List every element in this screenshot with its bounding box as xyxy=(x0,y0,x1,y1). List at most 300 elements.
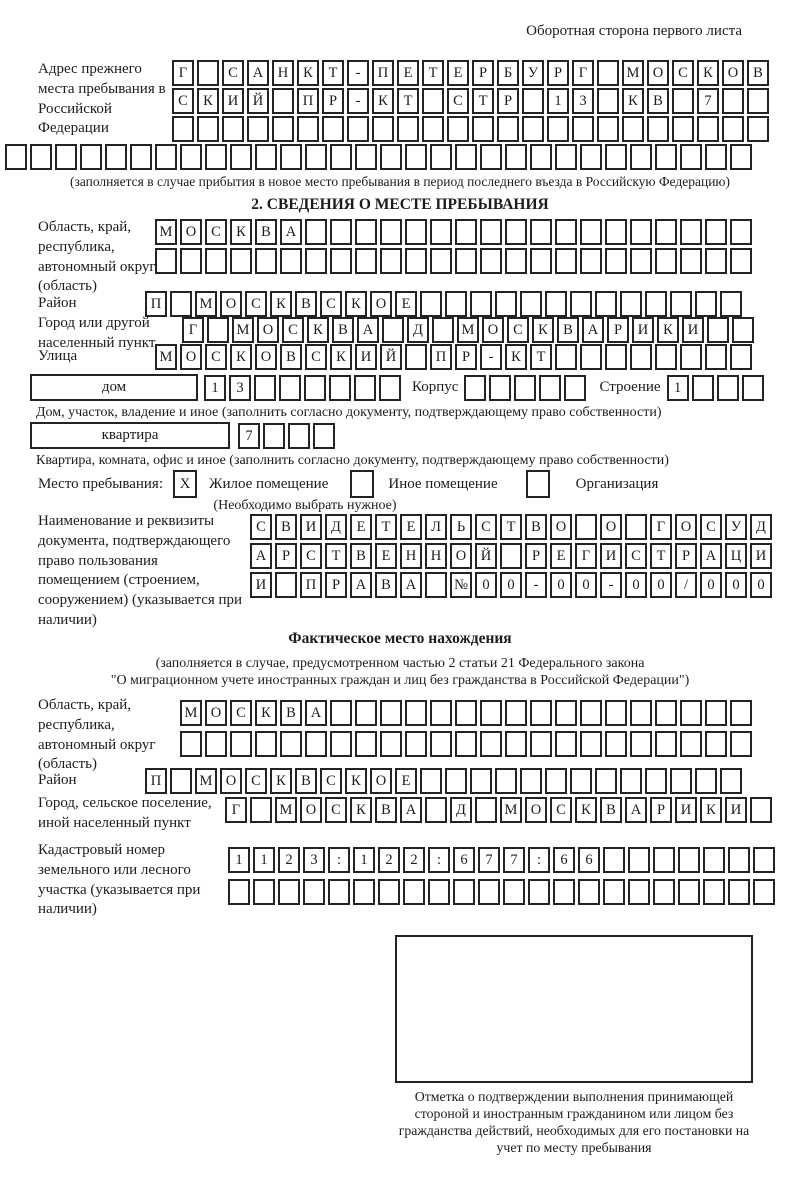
char-cell xyxy=(625,514,647,540)
char-cell xyxy=(480,248,502,274)
prev-address-label: Адрес прежнего места пребывания в Российской Федерации xyxy=(38,61,166,137)
char-cell: 0 xyxy=(575,572,597,598)
char-cell: С xyxy=(447,88,469,114)
char-cell: Р xyxy=(497,88,519,114)
char-cell xyxy=(155,248,177,274)
char-cell: 2 xyxy=(378,847,400,873)
char-cell xyxy=(630,700,652,726)
char-cell xyxy=(505,248,527,274)
char-cell xyxy=(428,879,450,905)
char-cell xyxy=(355,248,377,274)
stay-type-option-other: Иное помещение xyxy=(388,475,498,492)
char-cell: С xyxy=(282,317,304,343)
char-cell: М xyxy=(155,344,177,370)
street-row xyxy=(155,344,755,370)
char-cell: 1 xyxy=(228,847,250,873)
char-cell xyxy=(247,116,269,142)
char-cell xyxy=(288,423,310,449)
char-cell xyxy=(105,144,127,170)
char-cell xyxy=(353,879,375,905)
char-cell: И xyxy=(355,344,377,370)
char-cell xyxy=(597,116,619,142)
char-cell xyxy=(379,375,401,401)
char-cell xyxy=(480,219,502,245)
char-cell: 3 xyxy=(229,375,251,401)
char-cell: П xyxy=(372,60,394,86)
char-cell: П xyxy=(430,344,452,370)
char-cell xyxy=(630,144,652,170)
char-cell: Р xyxy=(455,344,477,370)
char-cell xyxy=(403,879,425,905)
char-cell: О xyxy=(482,317,504,343)
char-cell xyxy=(705,248,727,274)
char-cell xyxy=(680,219,702,245)
char-cell: И xyxy=(675,797,697,823)
char-cell: К xyxy=(270,291,292,317)
char-cell xyxy=(455,731,477,757)
char-cell: Т xyxy=(375,514,397,540)
char-cell: А xyxy=(250,543,272,569)
char-cell: С xyxy=(507,317,529,343)
char-cell: Е xyxy=(400,514,422,540)
char-cell: Т xyxy=(500,514,522,540)
char-cell xyxy=(505,219,527,245)
char-cell xyxy=(730,344,752,370)
char-cell xyxy=(530,144,552,170)
char-cell: Д xyxy=(450,797,472,823)
char-cell xyxy=(255,248,277,274)
char-cell xyxy=(455,144,477,170)
char-cell: О xyxy=(220,768,242,794)
char-cell: П xyxy=(145,291,167,317)
char-cell: 6 xyxy=(453,847,475,873)
char-cell xyxy=(330,731,352,757)
char-cell xyxy=(522,116,544,142)
char-cell xyxy=(495,768,517,794)
char-cell xyxy=(555,344,577,370)
char-cell: В xyxy=(275,514,297,540)
char-cell xyxy=(355,219,377,245)
char-cell: Л xyxy=(425,514,447,540)
char-cell xyxy=(255,731,277,757)
char-cell xyxy=(500,543,522,569)
char-cell xyxy=(380,700,402,726)
house-type-box: дом xyxy=(30,374,198,401)
char-cell xyxy=(330,248,352,274)
char-cell: Й xyxy=(380,344,402,370)
char-cell xyxy=(422,88,444,114)
char-cell xyxy=(255,144,277,170)
char-cell: Й xyxy=(475,543,497,569)
char-cell: И xyxy=(750,543,772,569)
char-cell xyxy=(464,375,486,401)
char-cell xyxy=(280,248,302,274)
char-cell xyxy=(272,116,294,142)
char-cell: 3 xyxy=(572,88,594,114)
char-cell xyxy=(522,88,544,114)
actual-district-row xyxy=(145,768,745,794)
char-cell: К xyxy=(622,88,644,114)
char-cell: Н xyxy=(425,543,447,569)
char-cell xyxy=(742,375,764,401)
char-cell: О xyxy=(220,291,242,317)
char-cell xyxy=(155,144,177,170)
char-cell: К xyxy=(230,344,252,370)
char-cell xyxy=(172,116,194,142)
char-cell xyxy=(432,317,454,343)
char-cell: В xyxy=(600,797,622,823)
char-cell xyxy=(597,88,619,114)
char-cell: С xyxy=(222,60,244,86)
char-cell: В xyxy=(255,219,277,245)
char-cell xyxy=(430,219,452,245)
char-cell xyxy=(730,700,752,726)
char-cell xyxy=(580,144,602,170)
char-cell xyxy=(380,219,402,245)
char-cell: Г xyxy=(575,543,597,569)
char-cell: О xyxy=(300,797,322,823)
char-cell: Е xyxy=(375,543,397,569)
char-cell: С xyxy=(320,291,342,317)
char-cell: А xyxy=(305,700,327,726)
char-cell: В xyxy=(747,60,769,86)
house-number-cells xyxy=(204,375,404,401)
char-cell xyxy=(180,144,202,170)
char-cell xyxy=(703,879,725,905)
page-side-note: Оборотная сторона первого листа xyxy=(526,23,742,39)
char-cell xyxy=(630,219,652,245)
char-cell xyxy=(730,144,752,170)
city-label: Город или другой населенный пункт xyxy=(38,315,156,351)
char-cell: Г xyxy=(650,514,672,540)
char-cell: О xyxy=(370,768,392,794)
char-cell xyxy=(305,219,327,245)
apartment-row xyxy=(30,422,338,449)
char-cell xyxy=(80,144,102,170)
char-cell xyxy=(747,116,769,142)
char-cell xyxy=(530,731,552,757)
char-cell xyxy=(605,248,627,274)
char-cell xyxy=(680,700,702,726)
char-cell: 0 xyxy=(500,572,522,598)
document-row-1 xyxy=(250,514,775,540)
char-cell xyxy=(720,291,742,317)
char-cell: С xyxy=(250,514,272,540)
actual-district-label: Район xyxy=(38,772,77,788)
char-cell xyxy=(728,879,750,905)
char-cell: О xyxy=(205,700,227,726)
char-cell: В xyxy=(525,514,547,540)
actual-location-note-2: "О миграционном учете иностранных граждан и лиц без гражданства в Российской Федерации") xyxy=(110,673,690,688)
char-cell xyxy=(747,88,769,114)
char-cell xyxy=(280,144,302,170)
char-cell xyxy=(305,248,327,274)
char-cell: О xyxy=(600,514,622,540)
char-cell: Р xyxy=(675,543,697,569)
char-cell: В xyxy=(375,572,397,598)
char-cell xyxy=(595,768,617,794)
char-cell: К xyxy=(350,797,372,823)
char-cell xyxy=(405,144,427,170)
char-cell xyxy=(753,847,775,873)
char-cell xyxy=(670,291,692,317)
char-cell xyxy=(445,768,467,794)
char-cell xyxy=(730,248,752,274)
char-cell: А xyxy=(400,572,422,598)
char-cell: Р xyxy=(325,572,347,598)
char-cell xyxy=(653,847,675,873)
char-cell: 7 xyxy=(238,423,260,449)
char-cell xyxy=(514,375,536,401)
char-cell: И xyxy=(250,572,272,598)
char-cell: - xyxy=(347,88,369,114)
region-label: Область, край, республика, автономный округ (область) xyxy=(38,219,156,295)
char-cell: М xyxy=(457,317,479,343)
char-cell xyxy=(630,248,652,274)
char-cell xyxy=(453,879,475,905)
char-cell xyxy=(355,144,377,170)
char-cell: С xyxy=(245,768,267,794)
char-cell xyxy=(305,731,327,757)
char-cell: Н xyxy=(272,60,294,86)
char-cell: А xyxy=(280,219,302,245)
char-cell xyxy=(530,219,552,245)
char-cell: Н xyxy=(400,543,422,569)
char-cell xyxy=(695,291,717,317)
char-cell: 1 xyxy=(204,375,226,401)
char-cell: О xyxy=(647,60,669,86)
char-cell: О xyxy=(675,514,697,540)
char-cell: 3 xyxy=(303,847,325,873)
char-cell: С xyxy=(205,219,227,245)
char-cell xyxy=(397,116,419,142)
actual-city-row xyxy=(225,797,775,823)
char-cell xyxy=(354,375,376,401)
cadastre-row-2 xyxy=(228,879,778,905)
char-cell xyxy=(405,731,427,757)
char-cell xyxy=(528,879,550,905)
char-cell: Т xyxy=(397,88,419,114)
char-cell xyxy=(678,879,700,905)
char-cell: 7 xyxy=(478,847,500,873)
char-cell: В xyxy=(280,700,302,726)
street-label: Улица xyxy=(38,348,78,364)
char-cell: С xyxy=(672,60,694,86)
char-cell xyxy=(455,700,477,726)
char-cell: 1 xyxy=(253,847,275,873)
char-cell: К xyxy=(230,219,252,245)
char-cell xyxy=(570,291,592,317)
char-cell: : xyxy=(528,847,550,873)
char-cell xyxy=(280,731,302,757)
char-cell xyxy=(603,847,625,873)
char-cell xyxy=(205,144,227,170)
char-cell xyxy=(628,879,650,905)
prev-address-row-1 xyxy=(172,60,772,86)
char-cell: У xyxy=(522,60,544,86)
char-cell xyxy=(722,88,744,114)
char-cell: В xyxy=(350,543,372,569)
char-cell: В xyxy=(295,768,317,794)
char-cell xyxy=(605,700,627,726)
char-cell xyxy=(580,219,602,245)
char-cell xyxy=(305,144,327,170)
char-cell: К xyxy=(330,344,352,370)
char-cell: Д xyxy=(407,317,429,343)
char-cell xyxy=(405,248,427,274)
char-cell xyxy=(680,344,702,370)
char-cell xyxy=(555,248,577,274)
char-cell: И xyxy=(300,514,322,540)
char-cell xyxy=(478,879,500,905)
char-cell: О xyxy=(180,344,202,370)
char-cell: Р xyxy=(472,60,494,86)
corpus-cells xyxy=(464,375,589,401)
char-cell xyxy=(230,144,252,170)
district-row xyxy=(145,291,745,317)
char-cell xyxy=(197,116,219,142)
stay-type-checkbox-other xyxy=(350,470,374,498)
prev-address-row-2 xyxy=(172,88,772,114)
char-cell: 6 xyxy=(553,847,575,873)
char-cell xyxy=(205,248,227,274)
char-cell xyxy=(445,291,467,317)
char-cell: П xyxy=(145,768,167,794)
char-cell: К xyxy=(307,317,329,343)
char-cell xyxy=(580,344,602,370)
char-cell: 0 xyxy=(625,572,647,598)
char-cell: О xyxy=(370,291,392,317)
char-cell xyxy=(254,375,276,401)
char-cell xyxy=(475,797,497,823)
char-cell: 7 xyxy=(697,88,719,114)
char-cell xyxy=(430,248,452,274)
char-cell: - xyxy=(480,344,502,370)
char-cell: Е xyxy=(397,60,419,86)
char-cell xyxy=(655,344,677,370)
char-cell xyxy=(732,317,754,343)
document-row-3 xyxy=(250,572,775,598)
char-cell: О xyxy=(450,543,472,569)
char-cell xyxy=(555,144,577,170)
confirmation-stamp-note: Отметка о подтверждении выполнения принимающей стороной и иностранным гражданином или лицом без гражданства действий, необходимых для его постановки на учет по месту пребывания xyxy=(398,1089,750,1156)
char-cell: / xyxy=(675,572,697,598)
char-cell: К xyxy=(297,60,319,86)
actual-city-label: Город, сельское поселение, иной населенный пункт xyxy=(38,795,212,831)
char-cell: У xyxy=(725,514,747,540)
char-cell xyxy=(380,144,402,170)
char-cell xyxy=(313,423,335,449)
char-cell xyxy=(503,879,525,905)
region-row-1 xyxy=(155,219,755,245)
char-cell: 0 xyxy=(650,572,672,598)
char-cell: 2 xyxy=(403,847,425,873)
char-cell: К xyxy=(345,768,367,794)
char-cell xyxy=(620,768,642,794)
char-cell: 7 xyxy=(503,847,525,873)
char-cell: Ц xyxy=(725,543,747,569)
char-cell xyxy=(672,88,694,114)
char-cell: М xyxy=(195,768,217,794)
char-cell xyxy=(222,116,244,142)
char-cell xyxy=(720,768,742,794)
char-cell: 6 xyxy=(578,847,600,873)
char-cell: А xyxy=(247,60,269,86)
char-cell xyxy=(630,344,652,370)
section2-title: 2. СВЕДЕНИЯ О МЕСТЕ ПРЕБЫВАНИЯ xyxy=(251,196,549,213)
char-cell: С xyxy=(205,344,227,370)
char-cell: Т xyxy=(322,60,344,86)
char-cell: А xyxy=(582,317,604,343)
corpus-label: Корпус xyxy=(412,379,459,395)
char-cell xyxy=(670,768,692,794)
char-cell: Е xyxy=(395,768,417,794)
char-cell xyxy=(539,375,561,401)
char-cell xyxy=(180,731,202,757)
char-cell: : xyxy=(428,847,450,873)
char-cell: С xyxy=(475,514,497,540)
char-cell: : xyxy=(328,847,350,873)
char-cell xyxy=(278,879,300,905)
char-cell xyxy=(572,116,594,142)
char-cell: Д xyxy=(325,514,347,540)
char-cell xyxy=(272,88,294,114)
char-cell xyxy=(697,116,719,142)
char-cell: 1 xyxy=(353,847,375,873)
char-cell xyxy=(655,144,677,170)
char-cell xyxy=(707,317,729,343)
char-cell xyxy=(622,116,644,142)
char-cell xyxy=(564,375,586,401)
char-cell: Е xyxy=(550,543,572,569)
prev-address-note: (заполняется в случае прибытия в новое место пребывания в период последнего въезда в Российскую Федерацию) xyxy=(69,174,731,189)
char-cell: М xyxy=(622,60,644,86)
char-cell xyxy=(378,879,400,905)
char-cell xyxy=(420,768,442,794)
char-cell xyxy=(180,248,202,274)
char-cell xyxy=(580,731,602,757)
char-cell: Й xyxy=(247,88,269,114)
char-cell xyxy=(728,847,750,873)
char-cell xyxy=(355,700,377,726)
char-cell: Р xyxy=(322,88,344,114)
char-cell xyxy=(630,731,652,757)
char-cell: О xyxy=(180,219,202,245)
char-cell xyxy=(480,144,502,170)
char-cell xyxy=(347,116,369,142)
document-row-2 xyxy=(250,543,775,569)
char-cell xyxy=(422,116,444,142)
char-cell xyxy=(207,317,229,343)
char-cell: В xyxy=(375,797,397,823)
char-cell: 2 xyxy=(278,847,300,873)
char-cell: С xyxy=(245,291,267,317)
stay-type-checkbox-organization xyxy=(526,470,550,498)
char-cell xyxy=(580,248,602,274)
char-cell: № xyxy=(450,572,472,598)
char-cell: В xyxy=(647,88,669,114)
char-cell: М xyxy=(155,219,177,245)
char-cell: М xyxy=(500,797,522,823)
char-cell xyxy=(480,731,502,757)
char-cell xyxy=(628,847,650,873)
char-cell xyxy=(703,847,725,873)
building-cells xyxy=(667,375,767,401)
char-cell: С xyxy=(325,797,347,823)
char-cell xyxy=(505,700,527,726)
char-cell: П xyxy=(297,88,319,114)
char-cell xyxy=(595,291,617,317)
